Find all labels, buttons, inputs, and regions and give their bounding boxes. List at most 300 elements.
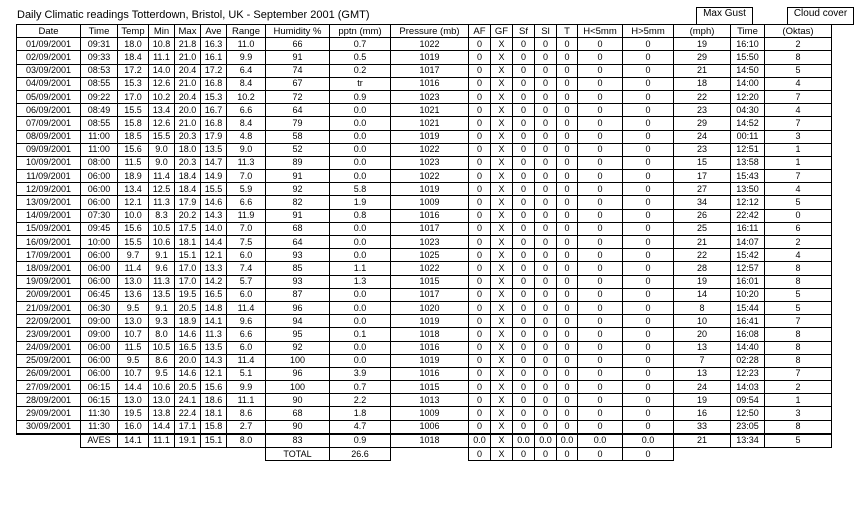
table-cell: 09:22 xyxy=(81,90,118,103)
table-cell: 21 xyxy=(674,434,731,448)
table-cell: 12/09/2001 xyxy=(17,183,81,196)
table-cell: 0 xyxy=(557,262,578,275)
table-cell: 18.1 xyxy=(175,236,201,249)
table-cell: 0 xyxy=(469,407,491,420)
table-cell: 8.4 xyxy=(227,77,266,90)
table-cell: 7.0 xyxy=(227,170,266,183)
table-cell: X xyxy=(491,64,513,77)
table-cell: 0 xyxy=(578,156,623,169)
table-cell: 9.3 xyxy=(149,315,175,328)
table-cell: 1017 xyxy=(391,64,469,77)
table-cell: 0.0 xyxy=(330,249,391,262)
table-cell: 0 xyxy=(469,354,491,367)
table-cell: 19.5 xyxy=(175,288,201,301)
table-cell: 21 xyxy=(674,64,731,77)
table-cell: 0 xyxy=(623,196,674,209)
table-cell: 93 xyxy=(266,275,330,288)
table-cell: 16.3 xyxy=(201,38,227,51)
table-cell: 10:00 xyxy=(81,236,118,249)
table-cell: 18/09/2001 xyxy=(17,262,81,275)
table-cell: 15.1 xyxy=(175,249,201,262)
table-cell: 0 xyxy=(578,38,623,51)
table-cell: 14.4 xyxy=(201,236,227,249)
table-cell: 9.1 xyxy=(149,249,175,262)
table-cell: 4 xyxy=(765,104,832,117)
table-cell: 08:49 xyxy=(81,104,118,117)
table-cell: 14.4 xyxy=(149,420,175,434)
table-cell: X xyxy=(491,77,513,90)
table-cell: 0 xyxy=(623,90,674,103)
table-cell: 6 xyxy=(765,222,832,235)
table-cell: 0 xyxy=(513,341,535,354)
table-cell: 0 xyxy=(578,249,623,262)
table-cell: 08/09/2001 xyxy=(17,130,81,143)
table-cell: 0 xyxy=(578,394,623,407)
table-cell: 23:05 xyxy=(731,420,765,434)
table-cell: 24/09/2001 xyxy=(17,341,81,354)
table-cell: 1023 xyxy=(391,156,469,169)
table-cell: 0 xyxy=(623,367,674,380)
table-cell: 13.5 xyxy=(201,143,227,156)
table-cell: 11.1 xyxy=(149,51,175,64)
table-cell: 0 xyxy=(623,64,674,77)
table-cell: 9.5 xyxy=(118,354,149,367)
table-cell: 0 xyxy=(513,77,535,90)
column-header: H<5mm xyxy=(578,25,623,38)
table-cell: 0 xyxy=(557,236,578,249)
table-cell: 1019 xyxy=(391,183,469,196)
table-cell xyxy=(674,448,731,461)
table-cell: 15.6 xyxy=(118,143,149,156)
table-cell: 0 xyxy=(535,183,557,196)
table-cell: 66 xyxy=(266,38,330,51)
table-cell: 06:00 xyxy=(81,196,118,209)
table-cell: 1023 xyxy=(391,236,469,249)
table-cell: 0 xyxy=(557,354,578,367)
table-cell: 0 xyxy=(623,420,674,434)
table-cell: 10.0 xyxy=(118,209,149,222)
table-cell: 25/09/2001 xyxy=(17,354,81,367)
table-cell: 17.0 xyxy=(175,275,201,288)
table-row xyxy=(17,354,832,367)
table-cell: 14:52 xyxy=(731,117,765,130)
table-cell: X xyxy=(491,448,513,461)
table-cell: 4.8 xyxy=(227,130,266,143)
table-cell: 1.3 xyxy=(330,275,391,288)
column-header: H>5mm xyxy=(623,25,674,38)
table-cell: 18.6 xyxy=(201,394,227,407)
table-cell: 7 xyxy=(765,90,832,103)
table-cell: 18.1 xyxy=(201,407,227,420)
table-cell: 0.0 xyxy=(330,341,391,354)
table-cell: 0 xyxy=(469,51,491,64)
table-cell: 1022 xyxy=(391,262,469,275)
table-cell: 1009 xyxy=(391,407,469,420)
table-cell: 7 xyxy=(765,117,832,130)
table-cell: 7 xyxy=(765,367,832,380)
table-cell: 0 xyxy=(513,156,535,169)
table-cell: 02/09/2001 xyxy=(17,51,81,64)
table-cell: 0 xyxy=(535,77,557,90)
table-cell: 26.6 xyxy=(330,448,391,461)
table-cell: 5 xyxy=(765,301,832,314)
table-row xyxy=(17,367,832,380)
table-cell: 06:00 xyxy=(81,341,118,354)
table-cell: 29 xyxy=(674,117,731,130)
table-cell: 0 xyxy=(513,381,535,394)
table-row xyxy=(17,236,832,249)
table-row xyxy=(17,394,832,407)
table-cell: 13.0 xyxy=(118,315,149,328)
table-cell: 1025 xyxy=(391,249,469,262)
table-cell: 10.6 xyxy=(149,236,175,249)
table-cell: X xyxy=(491,381,513,394)
table-cell: 14.3 xyxy=(201,209,227,222)
table-cell: 0 xyxy=(623,354,674,367)
table-cell: X xyxy=(491,407,513,420)
table-cell: 0 xyxy=(535,341,557,354)
table-cell: 14.9 xyxy=(201,170,227,183)
table-cell: 0 xyxy=(623,236,674,249)
table-cell xyxy=(175,448,201,461)
table-cell: 21.0 xyxy=(175,117,201,130)
table-cell: 6.6 xyxy=(227,328,266,341)
table-cell: 12.6 xyxy=(149,117,175,130)
table-cell: 0 xyxy=(578,90,623,103)
table-row xyxy=(17,249,832,262)
table-cell: 1019 xyxy=(391,51,469,64)
table-cell: 0 xyxy=(535,143,557,156)
table-cell: 0 xyxy=(623,130,674,143)
table-cell: 1018 xyxy=(391,328,469,341)
table-cell: 0 xyxy=(535,90,557,103)
table-cell: 1015 xyxy=(391,275,469,288)
table-cell: 12:57 xyxy=(731,262,765,275)
table-cell: 1.8 xyxy=(330,407,391,420)
table-cell: 11.3 xyxy=(201,328,227,341)
table-cell: 1006 xyxy=(391,420,469,434)
table-cell: 9.0 xyxy=(227,143,266,156)
table-cell: 08:55 xyxy=(81,117,118,130)
table-cell: 15.8 xyxy=(201,420,227,434)
table-cell: 11.9 xyxy=(227,209,266,222)
table-cell: 0 xyxy=(557,64,578,77)
table-cell: X xyxy=(491,394,513,407)
table-cell: 0 xyxy=(535,381,557,394)
table-cell: 0.2 xyxy=(330,64,391,77)
table-cell: 11.3 xyxy=(149,196,175,209)
table-cell: 0 xyxy=(578,222,623,235)
table-cell: 8.6 xyxy=(149,354,175,367)
table-cell: 0 xyxy=(513,275,535,288)
table-cell: 5.9 xyxy=(227,183,266,196)
column-header: Range xyxy=(227,25,266,38)
table-row xyxy=(17,315,832,328)
table-cell: 15:50 xyxy=(731,51,765,64)
table-cell: 0 xyxy=(557,130,578,143)
table-cell: 16:10 xyxy=(731,38,765,51)
table-cell: 02:28 xyxy=(731,354,765,367)
table-cell xyxy=(201,448,227,461)
table-cell: 5 xyxy=(765,434,832,448)
table-cell: 0 xyxy=(535,130,557,143)
table-cell: 0 xyxy=(578,262,623,275)
table-cell: 0.7 xyxy=(330,38,391,51)
table-cell: 15.3 xyxy=(201,90,227,103)
table-cell: 58 xyxy=(266,130,330,143)
table-cell: 24 xyxy=(674,381,731,394)
table-cell: 0 xyxy=(535,51,557,64)
table-cell: X xyxy=(491,222,513,235)
table-cell: 0 xyxy=(513,315,535,328)
table-cell: 3 xyxy=(765,130,832,143)
table-cell: 20.4 xyxy=(175,90,201,103)
table-cell: 0 xyxy=(578,170,623,183)
table-cell: 0 xyxy=(623,315,674,328)
table-cell: 9.0 xyxy=(149,156,175,169)
column-header: Date xyxy=(17,25,81,38)
table-cell: 0 xyxy=(469,143,491,156)
table-cell: 0 xyxy=(578,354,623,367)
table-cell: 1015 xyxy=(391,381,469,394)
table-cell: 0 xyxy=(578,51,623,64)
table-cell: 0 xyxy=(513,222,535,235)
table-cell: X xyxy=(491,130,513,143)
table-cell: 14.3 xyxy=(201,354,227,367)
table-cell: 01/09/2001 xyxy=(17,38,81,51)
table-cell: 06/09/2001 xyxy=(17,104,81,117)
table-cell: 4 xyxy=(765,183,832,196)
table-cell: 0 xyxy=(513,301,535,314)
table-cell: 06:00 xyxy=(81,354,118,367)
table-cell: 0 xyxy=(535,262,557,275)
table-cell: 14.8 xyxy=(201,301,227,314)
table-cell: 15.6 xyxy=(118,222,149,235)
table-cell: 7.0 xyxy=(227,222,266,235)
table-cell: 06:00 xyxy=(81,367,118,380)
table-cell: 0.0 xyxy=(513,434,535,448)
table-cell: 14:03 xyxy=(731,381,765,394)
table-cell: 0 xyxy=(578,236,623,249)
table-cell xyxy=(227,448,266,461)
table-cell: 0.0 xyxy=(469,434,491,448)
table-cell: 8 xyxy=(765,51,832,64)
table-cell: AVES xyxy=(81,434,118,448)
table-cell: 0 xyxy=(623,288,674,301)
table-cell: 0 xyxy=(578,341,623,354)
table-cell: 0 xyxy=(557,275,578,288)
table-cell: 89 xyxy=(266,156,330,169)
table-row xyxy=(17,143,832,156)
table-cell: 16.8 xyxy=(201,117,227,130)
table-cell: 67 xyxy=(266,77,330,90)
table-cell xyxy=(765,448,832,461)
table-cell: 00:11 xyxy=(731,130,765,143)
table-cell: 0 xyxy=(535,328,557,341)
table-cell: 1022 xyxy=(391,143,469,156)
table-cell: 14 xyxy=(674,288,731,301)
table-cell: 0 xyxy=(535,236,557,249)
table-cell: 15:43 xyxy=(731,170,765,183)
table-cell: 18.9 xyxy=(175,315,201,328)
table-cell: 90 xyxy=(266,394,330,407)
table-cell: 12:50 xyxy=(731,407,765,420)
table-cell: 12:20 xyxy=(731,90,765,103)
table-cell: 19 xyxy=(674,38,731,51)
table-cell: 8.3 xyxy=(149,209,175,222)
table-cell: 0 xyxy=(469,381,491,394)
table-cell: 0 xyxy=(623,170,674,183)
table-cell: 11.4 xyxy=(227,301,266,314)
table-cell: 1009 xyxy=(391,196,469,209)
table-cell: 10 xyxy=(674,315,731,328)
table-cell: X xyxy=(491,117,513,130)
table-cell: 0.5 xyxy=(330,51,391,64)
table-cell: 6.4 xyxy=(227,64,266,77)
table-cell: 09:00 xyxy=(81,328,118,341)
table-cell: 11:00 xyxy=(81,143,118,156)
column-header: Min xyxy=(149,25,175,38)
table-cell: 14.7 xyxy=(201,156,227,169)
table-cell: 10.7 xyxy=(118,367,149,380)
table-cell: 0.0 xyxy=(330,170,391,183)
table-cell: 0 xyxy=(469,249,491,262)
table-row xyxy=(17,156,832,169)
table-cell: 16:11 xyxy=(731,222,765,235)
table-cell: 19/09/2001 xyxy=(17,275,81,288)
table-cell: X xyxy=(491,288,513,301)
column-header: pptn (mm) xyxy=(330,25,391,38)
table-cell: 8.0 xyxy=(149,328,175,341)
table-cell: 0 xyxy=(535,288,557,301)
table-cell: 0 xyxy=(469,448,491,461)
table-cell: 0 xyxy=(557,104,578,117)
table-cell: 6.0 xyxy=(227,249,266,262)
table-cell: 04:30 xyxy=(731,104,765,117)
table-cell: 0 xyxy=(469,77,491,90)
table-cell: TOTAL xyxy=(266,448,330,461)
averages-row xyxy=(17,434,832,448)
table-row xyxy=(17,64,832,77)
table-cell: 20.4 xyxy=(175,64,201,77)
table-row xyxy=(17,407,832,420)
table-cell: 12.1 xyxy=(118,196,149,209)
table-cell: X xyxy=(491,143,513,156)
table-cell: 74 xyxy=(266,64,330,77)
table-cell: 11:00 xyxy=(81,130,118,143)
table-cell: 18.0 xyxy=(175,143,201,156)
table-cell: 13.0 xyxy=(118,394,149,407)
table-cell: 0 xyxy=(535,354,557,367)
table-cell: 12.1 xyxy=(201,367,227,380)
table-cell: 0 xyxy=(469,236,491,249)
table-cell: 0 xyxy=(623,328,674,341)
table-cell: 10.2 xyxy=(227,90,266,103)
table-cell: 13.0 xyxy=(118,275,149,288)
table-cell: 0 xyxy=(535,420,557,434)
table-cell: 0 xyxy=(557,117,578,130)
table-cell: 0 xyxy=(623,209,674,222)
table-row xyxy=(17,90,832,103)
table-cell: 9.6 xyxy=(227,315,266,328)
table-cell: 0.0 xyxy=(623,434,674,448)
table-cell: 52 xyxy=(266,143,330,156)
table-cell: 1013 xyxy=(391,394,469,407)
table-cell: 0 xyxy=(513,367,535,380)
table-cell: 5 xyxy=(765,288,832,301)
table-cell: 0 xyxy=(623,143,674,156)
table-cell: 0 xyxy=(535,117,557,130)
table-cell: 08:00 xyxy=(81,156,118,169)
table-cell: 0 xyxy=(557,51,578,64)
table-cell: 14.1 xyxy=(201,315,227,328)
table-cell: 0.0 xyxy=(330,156,391,169)
table-cell: 29/09/2001 xyxy=(17,407,81,420)
table-cell: 22.4 xyxy=(175,407,201,420)
table-cell: 7.5 xyxy=(227,236,266,249)
table-cell: 25 xyxy=(674,222,731,235)
table-cell: 1.1 xyxy=(330,262,391,275)
table-cell: 93 xyxy=(266,249,330,262)
table-cell: 18.9 xyxy=(118,170,149,183)
table-cell: 0 xyxy=(578,196,623,209)
table-cell: 0.0 xyxy=(557,434,578,448)
table-cell: X xyxy=(491,170,513,183)
table-cell: 0 xyxy=(623,341,674,354)
column-header: (Oktas) xyxy=(765,25,832,38)
table-cell: 07/09/2001 xyxy=(17,117,81,130)
table-cell: 16:01 xyxy=(731,275,765,288)
table-cell: 0 xyxy=(557,381,578,394)
table-cell: X xyxy=(491,354,513,367)
table-cell: 10/09/2001 xyxy=(17,156,81,169)
column-header: Time xyxy=(81,25,118,38)
table-cell: 1023 xyxy=(391,90,469,103)
table-cell: 15.5 xyxy=(201,183,227,196)
table-cell: 0 xyxy=(623,407,674,420)
table-cell: 9.9 xyxy=(227,51,266,64)
table-cell xyxy=(81,448,118,461)
column-header: Temp xyxy=(118,25,149,38)
table-cell: 24.1 xyxy=(175,394,201,407)
table-cell: 14.6 xyxy=(175,367,201,380)
table-cell: 0 xyxy=(513,51,535,64)
table-cell: 17.0 xyxy=(175,262,201,275)
table-cell: 11/09/2001 xyxy=(17,170,81,183)
table-cell xyxy=(118,448,149,461)
table-cell: 0 xyxy=(578,209,623,222)
table-cell: 0 xyxy=(623,38,674,51)
table-cell: 91 xyxy=(266,209,330,222)
table-cell: 18.4 xyxy=(118,51,149,64)
table-cell: 29 xyxy=(674,51,731,64)
table-cell: 08:55 xyxy=(81,77,118,90)
table-cell: 0.0 xyxy=(330,222,391,235)
table-cell: 11.0 xyxy=(227,38,266,51)
table-cell: 18.4 xyxy=(175,183,201,196)
table-cell: 16/09/2001 xyxy=(17,236,81,249)
table-row xyxy=(17,381,832,394)
table-cell: 0 xyxy=(557,448,578,461)
table-cell: 15/09/2001 xyxy=(17,222,81,235)
table-cell: 0.0 xyxy=(578,434,623,448)
table-cell xyxy=(391,448,469,461)
table-cell: 0 xyxy=(578,104,623,117)
table-cell: 90 xyxy=(266,420,330,434)
table-cell: 0 xyxy=(535,156,557,169)
table-cell: 28/09/2001 xyxy=(17,394,81,407)
table-cell: 96 xyxy=(266,367,330,380)
